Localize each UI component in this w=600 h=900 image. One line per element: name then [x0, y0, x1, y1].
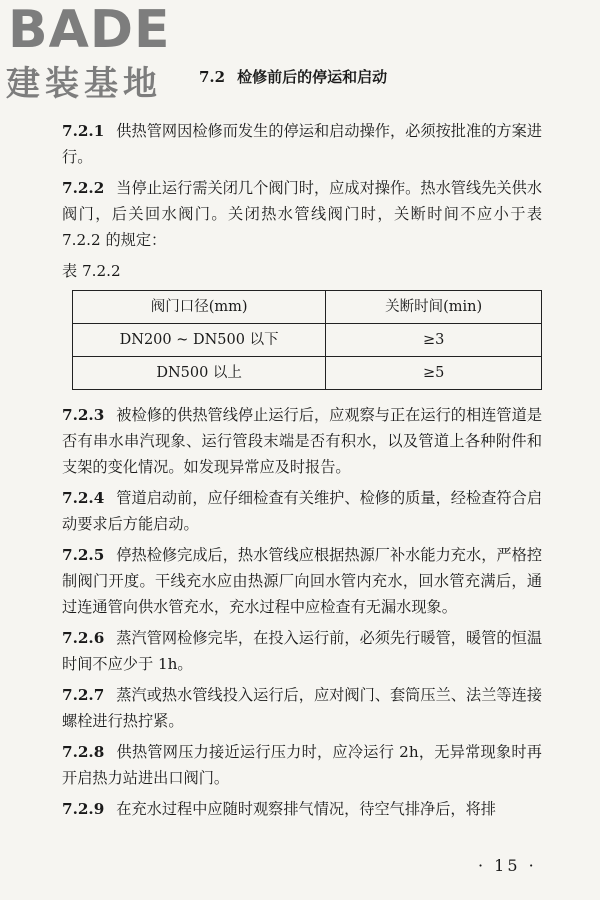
- clause-number: 7.2.2: [62, 179, 105, 197]
- document-body: [62, 118, 542, 827]
- clause-number: 7.2.5: [62, 546, 105, 564]
- clause-number: 7.2.6: [62, 629, 105, 647]
- logo-text-chinese: 建装基地: [6, 64, 162, 104]
- clause-text: 被检修的供热管线停止运行后，应观察与正在运行的相连管道是否有串水串汽现象、运行管段末端是否有积水，以及管道上各种附件和支架的变化情况。如发现异常应及时报告。: [62, 406, 542, 476]
- paragraph-7-2-5: [62, 542, 542, 620]
- clause-text: 在充水过程中应随时观察排气情况，待空气排净后，将排: [116, 800, 496, 818]
- table-cell: ≥5: [326, 357, 542, 390]
- paragraph-7-2-1: [62, 118, 542, 170]
- table-cell: DN500 以上: [73, 357, 326, 390]
- valve-shutoff-table: [72, 290, 542, 390]
- paragraph-7-2-7: [62, 682, 542, 734]
- table-header-cell: 阀门口径(mm): [73, 291, 326, 324]
- table-header-row: [73, 291, 542, 324]
- paragraph-7-2-3: [62, 402, 542, 480]
- clause-number: 7.2.1: [62, 122, 105, 140]
- page-number: · 15 ·: [478, 856, 537, 875]
- section-number: 7.2: [199, 68, 226, 86]
- clause-text: 供热管网因检修而发生的停运和启动操作，必须按批准的方案进行。: [62, 122, 542, 166]
- clause-number: 7.2.9: [62, 800, 105, 818]
- clause-number: 7.2.4: [62, 489, 105, 507]
- clause-text: 蒸汽或热水管线投入运行后，应对阀门、套筒压兰、法兰等连接螺栓进行热拧紧。: [62, 686, 542, 730]
- clause-text: 供热管网压力接近运行压力时，应冷运行 2h，无异常现象时再开启热力站进出口阀门。: [62, 743, 542, 787]
- section-heading: [199, 66, 387, 88]
- paragraph-7-2-8: [62, 739, 542, 791]
- table-caption: 表 7.2.2: [62, 262, 121, 280]
- logo-text-english: BADE: [8, 0, 171, 60]
- table-header-cell: 关断时间(min): [326, 291, 542, 324]
- clause-text: 停热检修完成后，热水管线应根据热源厂补水能力充水，严格控制阀门开度。干线充水应由热源厂向回水管内充水，回水管充满后，通过连通管向供水管充水，充水过程中应检查有无漏水现象。: [62, 546, 542, 616]
- clause-number: 7.2.8: [62, 743, 105, 761]
- paragraph-7-2-6: [62, 625, 542, 677]
- paragraph-7-2-9: [62, 796, 542, 822]
- clause-text: 管道启动前，应仔细检查有关维护、检修的质量，经检查符合启动要求后方能启动。: [62, 489, 542, 533]
- clause-text: 蒸汽管网检修完毕，在投入运行前，必须先行暖管，暖管的恒温时间不应少于 1h。: [62, 629, 542, 673]
- clause-number: 7.2.3: [62, 406, 105, 424]
- paragraph-7-2-2: [62, 175, 542, 253]
- paragraph-7-2-4: [62, 485, 542, 537]
- section-title-text: 检修前后的停运和启动: [237, 68, 388, 86]
- table-cell: ≥3: [326, 324, 542, 357]
- clause-text: 当停止运行需关闭几个阀门时，应成对操作。热水管线先关供水阀门，后关回水阀门。关闭热水管线阀门时，关断时间不应小于表 7.2.2 的规定：: [62, 179, 542, 249]
- clause-number: 7.2.7: [62, 686, 105, 704]
- table-row: [73, 324, 542, 357]
- table-row: [73, 357, 542, 390]
- table-cell: DN200 ~ DN500 以下: [73, 324, 326, 357]
